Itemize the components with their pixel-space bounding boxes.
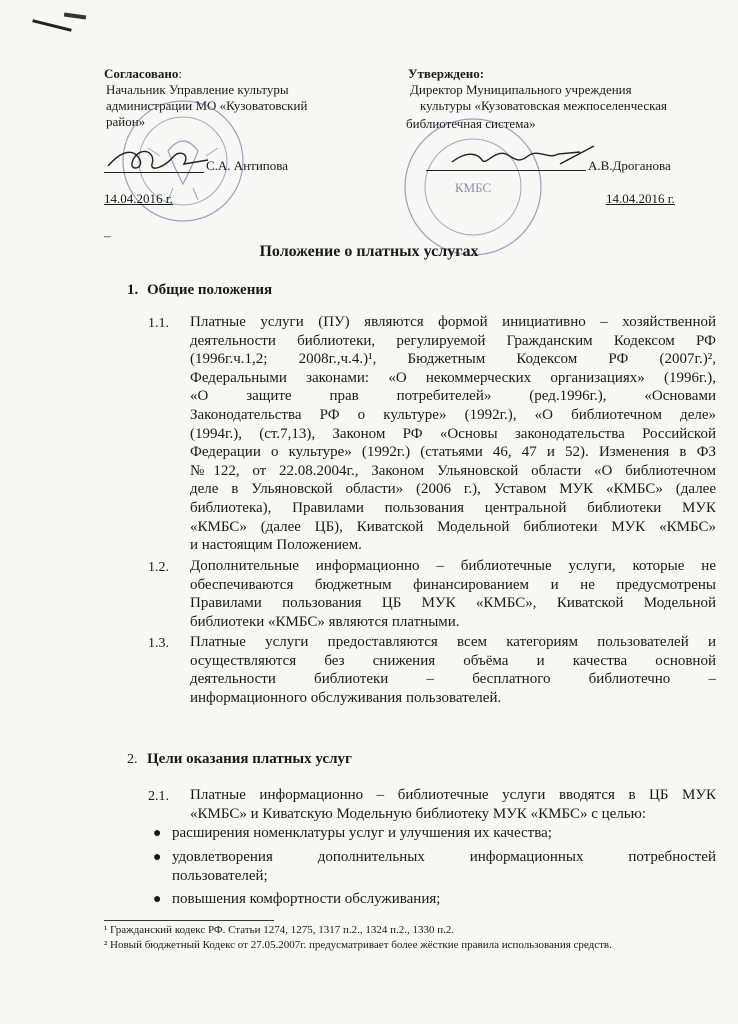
signature-left xyxy=(104,142,214,180)
section-2-number: 2. xyxy=(127,752,138,767)
signature-line-right xyxy=(426,170,586,171)
signer-right: А.В.Дроганова xyxy=(588,158,671,173)
bullet-icon: ● xyxy=(153,826,162,841)
text-line: расширения номенклатуры услуг и улучшения их качества; xyxy=(172,825,552,841)
text-line: «О защите прав потребителей» (ред.1996г.), «Основами xyxy=(190,388,716,405)
approval-left-line2: администрации МО «Кузоватовский xyxy=(106,98,308,113)
text-line: «КМБС» (далее ЦБ), Киватской Модельной библиотеки МУК «КМБС» xyxy=(190,518,716,535)
signer-left: С.А. Антипова xyxy=(206,158,288,173)
approval-right-heading: Утверждено: xyxy=(408,66,485,81)
round-seal-right xyxy=(398,112,548,262)
approval-right-line3: библиотечная система» xyxy=(406,116,536,131)
text-line: Правилами пользования ЦБ МУК «КМБС», Киватской Модельной xyxy=(190,595,716,612)
text-line: информационного обслуживания пользователей. xyxy=(190,689,502,706)
seal-text: КМБС xyxy=(454,180,492,195)
paragraph-1-2 xyxy=(190,557,716,631)
text-line: удовлетворения дополнительных информационных потребностей xyxy=(172,849,716,865)
signature-right xyxy=(448,140,598,174)
bullet-icon: ● xyxy=(153,850,162,865)
footnote-separator xyxy=(104,920,274,921)
approval-left-line3: район» xyxy=(106,114,146,129)
text-line: деятельности библиотеки, регулируемой Гражданским Кодексом РФ xyxy=(190,332,716,349)
text-line: обеспечиваются бюджетным финансированием и не предусмотрены xyxy=(190,576,716,593)
paragraph-2-1 xyxy=(190,786,716,823)
approval-left-line1: Начальник Управление культуры xyxy=(106,82,289,97)
text-line: Платные услуги предоставляются всем категориям пользователей и xyxy=(190,634,716,650)
text-line: «КМБС» и Киватскую Модельную библиотеку МУК «КМБС» с целью: xyxy=(190,805,647,822)
text-line: Платные информационно – библиотечные услуги вводятся в ЦБ МУК xyxy=(190,787,716,803)
scan-artifact xyxy=(64,12,86,19)
text-line: Законодательства РФ о культуре» (1992г.), «О библиотечном деле» xyxy=(190,406,716,423)
item-number: 1.3. xyxy=(148,636,169,651)
approval-right-line2: культуры «Кузоватовская межпоселенческая xyxy=(420,98,668,113)
date-left: 14.04.2016 г. xyxy=(104,191,173,206)
text-line: библиотека), Правилами пользования центральной библиотеки МУК xyxy=(190,499,716,516)
section-1-number: 1. xyxy=(127,282,139,298)
footnote-1: ¹ Гражданский кодекс РФ. Статьи 1274, 1275, 1317 п.2., 1324 п.2., 1330 п.2. xyxy=(104,924,455,936)
scan-artifact xyxy=(32,19,72,32)
text-line: деле в Ульяновской области» (2006 г.), Уставом МУК «КМБС» (далее xyxy=(190,481,716,498)
document-title: Положение о платных услугах xyxy=(259,243,479,260)
item-number: 1.2. xyxy=(148,560,169,575)
text-line: Федеральными законами: «О некоммерческих организациях» (1996г.), xyxy=(190,369,716,386)
text-line: №122, от 22.08.2004г., Законом Ульяновской области «О библиотечном xyxy=(190,462,716,479)
paragraph-1-3 xyxy=(190,633,716,707)
bullet-text xyxy=(172,848,716,885)
text-line: (1994г.), (ст.7,13), Законом РФ «Основы законодательства Российской xyxy=(190,425,716,442)
footnote-2: ² Новый бюджетный Кодекс от 27.05.2007г. предусматривает более жёсткие правила использования средств. xyxy=(104,939,612,951)
text-line: библиотеки «КМБС» являются платными. xyxy=(190,613,460,630)
signature-line-left xyxy=(104,172,204,173)
text-line: осуществляются без снижения объёма и качества основной xyxy=(190,652,716,669)
stray-mark: – xyxy=(104,228,111,243)
approval-left-heading: Согласовано: xyxy=(104,66,183,81)
section-1-heading: Общие положения xyxy=(147,282,273,298)
bullet-icon: ● xyxy=(153,892,162,907)
item-number: 2.1. xyxy=(148,789,169,804)
text-line: Платные услуги (ПУ) являются формой инициативно – хозяйственной xyxy=(190,314,716,330)
bullet-text xyxy=(172,890,716,909)
text-line: и настоящим Положением. xyxy=(190,537,362,554)
bullet-text xyxy=(172,824,716,843)
text-line: повышения комфортности обслуживания; xyxy=(172,891,441,907)
text-line: пользователей; xyxy=(172,867,268,884)
section-2-heading: Цели оказания платных услуг xyxy=(147,751,352,767)
text-line: Федерации о культуре» (1992г.) (статьями 46, 47 и 52). Изменения в ФЗ xyxy=(190,444,716,461)
text-line: (1996г.ч.1,2; 2008г.,ч.4.)¹, Бюджетным Кодексом РФ (2007г.)², xyxy=(190,351,716,368)
paragraph-1-1 xyxy=(190,313,716,555)
date-right: 14.04.2016 г. xyxy=(606,191,675,206)
text-line: Дополнительные информационно – библиотечные услуги, которые не xyxy=(190,558,716,574)
text-line: деятельности библиотеки – бесплатного библиотечно – xyxy=(190,671,716,688)
approval-right-line1: Директор Муниципального учреждения xyxy=(410,82,632,97)
item-number: 1.1. xyxy=(148,316,169,331)
